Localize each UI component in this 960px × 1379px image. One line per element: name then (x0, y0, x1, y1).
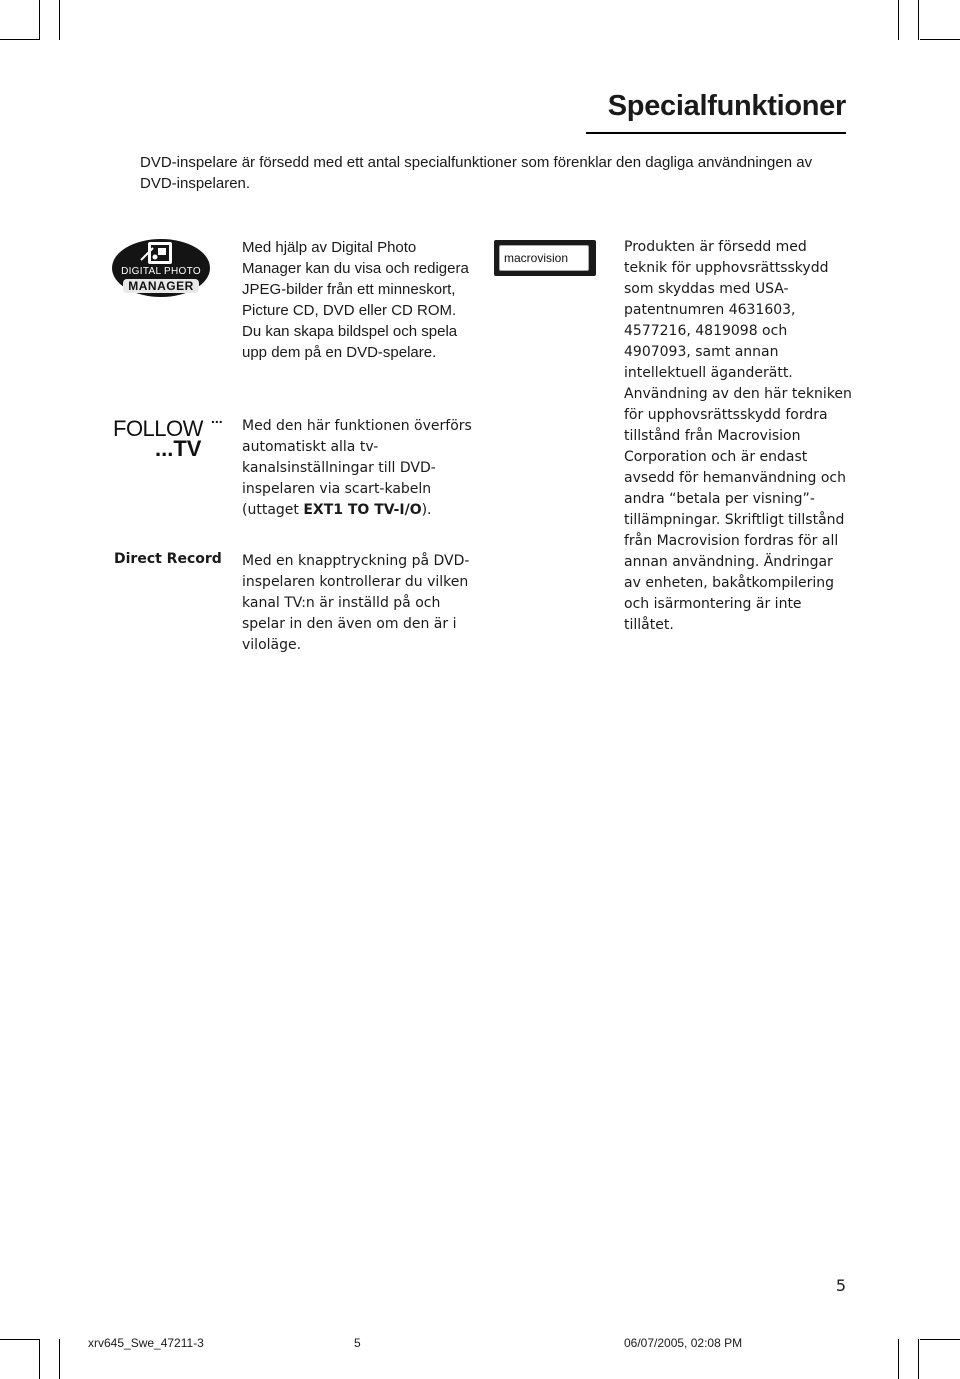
crop-mark (918, 0, 919, 40)
crop-mark (920, 1339, 960, 1340)
crop-mark (898, 0, 899, 40)
follow-tv-logo-line1: FOLLOW (113, 416, 203, 441)
title-rule (586, 132, 846, 134)
direct-record-label: Direct Record (114, 551, 222, 567)
macrovision-logo-text: macrovision (504, 251, 569, 265)
macrovision-logo (494, 240, 596, 276)
footer-filename: xrv645_Swe_47211-3 (88, 1336, 204, 1350)
page-number: 5 (835, 1276, 846, 1295)
follow-tv-logo-dots: ... (211, 410, 223, 426)
crop-mark (59, 0, 60, 40)
follow-tv-text (242, 416, 477, 521)
page-title: Specialfunktioner (607, 90, 846, 122)
dpm-logo-line2: MANAGER (128, 279, 194, 293)
crop-mark (59, 1339, 60, 1379)
footer-page: 5 (354, 1336, 361, 1350)
intro-paragraph: DVD-inspelare är försedd med ett antal specialfunktioner som förenklar den dagliga användningen av DVD-inspelaren. (140, 154, 813, 192)
follow-tv-logo (113, 410, 227, 462)
macrovision-text: Produkten är försedd med teknik för upphovsrättsskydd som skyddas med USA-patentnumren 4631603, 4577216, 4819098 och 4907093, samt annan intellektuell äganderätt. Användning av den här tekniken för upphovsrättsskydd fordra tillstånd från Macrovision Corporation och är endast avsedd för hemanvändning och andra “betala per visning”-tillämpningar. Skriftligt tillstånd från Macrovision fordras för all annan användning. Ändringar av enheten, bakåtkompilering och isärmontering är inte tillåtet. (624, 239, 852, 633)
footer-datetime: 06/07/2005, 02:08 PM (624, 1336, 743, 1350)
crop-mark (39, 0, 40, 40)
crop-mark (918, 1339, 919, 1379)
direct-record-text: Med en knapptryckning på DVD-inspelaren kontrollerar du vilken kanal TV:n är inställd på och spelar in den även om den är i viloläge. (242, 553, 470, 653)
follow-tv-logo-line2: ...TV (155, 436, 202, 461)
crop-mark (0, 39, 40, 40)
crop-mark (898, 1339, 899, 1379)
follow-tv-text-bold: EXT1 TO TV-I/O (303, 502, 422, 518)
crop-mark (920, 39, 960, 40)
crop-mark (39, 1339, 40, 1379)
digital-photo-manager-text: Med hjälp av Digital Photo Manager kan du visa och redigera JPEG-bilder från ett minneskort, Picture CD, DVD eller CD ROM. Du kan skapa bildspel och spela upp dem på en DVD-spelare. (242, 239, 469, 361)
follow-tv-text-before: Med den här funktionen överförs automatiskt alla tv-kanalsinställningar till DVD-inspelaren via scart-kabeln (uttaget (242, 418, 472, 518)
digital-photo-manager-logo (111, 238, 211, 298)
follow-tv-text-after: ). (421, 502, 432, 518)
crop-mark (0, 1339, 40, 1340)
dpm-logo-line1: DIGITAL PHOTO (121, 266, 201, 277)
